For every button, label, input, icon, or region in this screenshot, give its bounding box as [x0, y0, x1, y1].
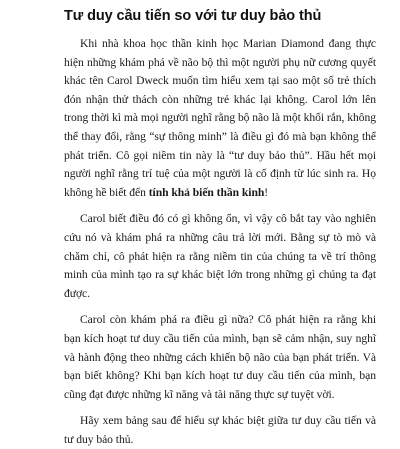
paragraph-1	[64, 35, 376, 202]
paragraph-1-ending: !	[264, 185, 269, 199]
paragraph-3	[64, 311, 376, 404]
paragraph-3-text: Carol còn khám phá ra điều gì nữa? Cô phát hiện ra rằng khi bạn kích hoạt tư duy cầu tiến của mình, bạn sẽ cảm nhận, suy nghĩ và hành động theo những cách khiến bộ não của bạn phát triển. Và bạn biết không? Khi bạn kích hoạt tư duy cầu tiến của mình, bạn cũng đạt được những kĩ năng và tài năng thực sự tuyệt vời.	[64, 313, 376, 401]
paragraph-4-text: Hãy xem bảng sau để hiểu sự khác biệt giữa tư duy cầu tiến và tư duy bảo thủ.	[64, 414, 376, 446]
paragraph-2-text: Carol biết điều đó có gì không ổn, vì vậy cô bắt tay vào nghiên cứu nó và khám phá ra những câu trả lời mới. Bằng sự tò mò và chăm chỉ, cô phát hiện ra rằng niềm tin của chúng ta về trí thông minh của mình tạo ra sự khác biệt lớn trong những gì chúng ta đạt được.	[64, 212, 376, 300]
paragraph-1-bold-term: tính khả biến thần kinh	[148, 185, 265, 199]
paragraph-2	[64, 210, 376, 303]
section-heading: Tư duy cầu tiến so với tư duy bảo thủ	[64, 8, 322, 24]
paragraph-4	[64, 412, 376, 449]
paragraph-1-text: Khi nhà khoa học thần kinh học Marian Diamond đang thực hiện những khám phá về não bộ thì một người phụ nữ cương quyết khác tên Carol Dweck muốn tìm hiểu xem tại sao một số trẻ thích đón nhận thử thách còn những trẻ khác lại không. Carol lớn lên trong thời kì mà mọi người nghĩ rằng bộ não là một khối rắn, không thể thay đổi, rằng “sự thông minh” là điều gì đó mà bạn không thể phát triển. Cô gọi niềm tin này là “tư duy bảo thủ”. Hầu hết mọi người nghĩ rằng trí tuệ của một người là cố định từ lúc sinh ra. Họ không hề biết đến	[64, 37, 376, 199]
